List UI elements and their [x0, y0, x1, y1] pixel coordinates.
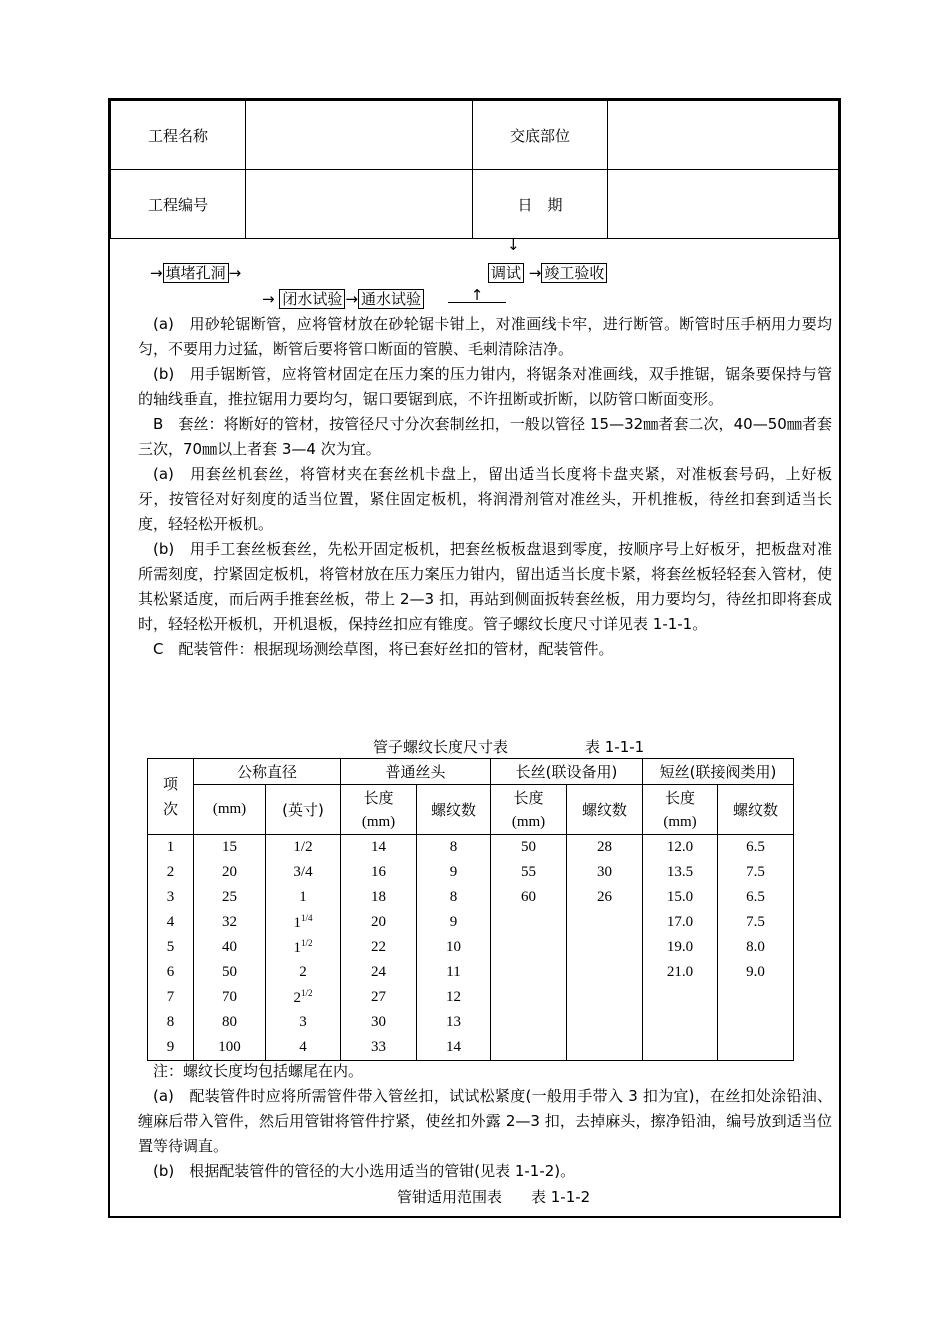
inch-fraction: 1/2	[300, 988, 313, 998]
cell-nominal-inch	[266, 835, 341, 861]
cell-nominal-inch	[266, 985, 341, 1010]
length-unit: (mm)	[663, 813, 697, 830]
cell-short-length: 15.0	[643, 885, 718, 910]
cell-nominal-mm: 32	[194, 910, 266, 935]
paragraph-b2: (b) 用手工套丝板套丝，先松开固定板机，把套丝板板盘退到零度，按顺序号上好板牙，把板盘对准所需刻度，拧紧固定板机，将管材放在压力案压力钳内，留出适当长度卡紧，将套丝板轻轻套入管材，使其松紧适度，而后两手推套丝板，带上 2—3 扣，再站到侧面扳转套丝板，用力要均匀，待丝扣即将套成时，轻轻松开板机，开机退板，保持丝扣应有锥度。管子螺纹长度尺寸详见表 1-1-1。	[138, 540, 832, 633]
paragraph-note: 注：螺纹长度均包括螺尾在内。	[153, 1062, 364, 1080]
cell-long-count: 26	[567, 885, 643, 910]
cell-normal-length: 22	[341, 935, 417, 960]
inch-value: 2	[293, 990, 301, 1006]
flow-down-arrow: ↓	[507, 236, 520, 254]
cell-long-count	[567, 960, 643, 985]
cell-long-length	[491, 1035, 567, 1061]
cell-normal-length: 16	[341, 860, 417, 885]
cell-long-count	[567, 985, 643, 1010]
table-row	[148, 960, 794, 985]
header-nominal-diameter: 公称直径	[194, 759, 341, 785]
cell-short-length	[643, 985, 718, 1010]
inch-value: 4	[299, 1039, 307, 1055]
cell-short-count	[718, 1010, 794, 1035]
flow-arrow-icon: →	[150, 264, 163, 282]
handover-part-field[interactable]	[608, 101, 839, 170]
thread-length-table	[147, 758, 794, 1061]
table1-title: 管子螺纹长度尺寸表	[373, 738, 509, 756]
table1-number: 表 1-1-1	[585, 738, 645, 756]
cell-nominal-mm: 25	[194, 885, 266, 910]
cell-long-length: 55	[491, 860, 567, 885]
length-label: 长度	[513, 788, 544, 807]
cell-short-count: 8.0	[718, 935, 794, 960]
cell-short-count: 6.5	[718, 835, 794, 861]
cell-nominal-mm: 15	[194, 835, 266, 861]
header-normal-length	[341, 785, 417, 835]
cell-item-no: 2	[148, 860, 194, 885]
flow-flow-water-test: 通水试验	[358, 289, 424, 309]
table2-number: 表 1-1-2	[531, 1188, 591, 1206]
inch-fraction: 1/2	[300, 938, 313, 948]
paragraph-B: B 套丝：将断好的管材，按管径尺寸分次套制丝扣，一般以管径 15—32㎜者套二次，40—50㎜者套三次，70㎜以上者套 3—4 次为宜。	[138, 415, 832, 458]
cell-item-no: 3	[148, 885, 194, 910]
header-item	[148, 759, 194, 835]
cell-item-no: 8	[148, 1010, 194, 1035]
table-row	[148, 985, 794, 1010]
inch-value: 3	[299, 1014, 307, 1030]
paragraph-b1: (b) 用手锯断管，应将管材固定在压力案的压力钳内，将锯条对准画线，双手推锯，锯条要保持与管的轴线垂直，推拉锯用力要均匀，锯口要锯到底，不许扭断或折断，以防管口断面变形。	[138, 365, 832, 408]
cell-short-count	[718, 985, 794, 1010]
header-inch: (英寸)	[266, 785, 341, 835]
cell-item-no: 7	[148, 985, 194, 1010]
flow-arrow-icon: →	[528, 264, 542, 282]
cell-normal-length: 18	[341, 885, 417, 910]
table-row	[148, 835, 794, 861]
cell-nominal-inch	[266, 1035, 341, 1061]
inch-value: 1	[293, 915, 301, 931]
flow-debug: 调试	[488, 263, 524, 283]
cell-normal-length: 20	[341, 910, 417, 935]
cell-item-no: 4	[148, 910, 194, 935]
header-long-count: 螺纹数	[567, 785, 643, 835]
paragraph-a3: (a) 配装管件时应将所需管件带入管丝扣，试试松紧度(一般用手带入 3 扣为宜)，在丝扣处涂铅油、缠麻后带入管件，然后用管钳将管件拧紧，使丝扣外露 2—3 扣，去掉麻头，擦净铅油，编号放到适当位置等待调直。	[138, 1087, 832, 1155]
inch-fraction: 1/4	[300, 913, 313, 923]
paragraph-a2: (a) 用套丝机套丝，将管材夹在套丝机卡盘上，留出适当长度将卡盘夹紧，对准板套号码，上好板牙，按管径对好刻度的适当位置，紧住固定板机，将润滑剂管对准丝头，开机推板，待丝扣套到适当长度，轻轻松开板机。	[138, 465, 832, 533]
cell-normal-count: 14	[417, 1035, 491, 1061]
cell-normal-length: 30	[341, 1010, 417, 1035]
cell-short-count: 7.5	[718, 910, 794, 935]
flow-closed-water-test: 闭水试验	[279, 289, 345, 309]
cell-nominal-mm: 80	[194, 1010, 266, 1035]
table-row	[148, 885, 794, 910]
inch-value: 1	[293, 940, 301, 956]
table1-body	[148, 835, 794, 1061]
cell-long-count	[567, 1035, 643, 1061]
cell-nominal-inch	[266, 935, 341, 960]
cell-short-length	[643, 1010, 718, 1035]
inch-value: 1/2	[293, 839, 313, 855]
cell-nominal-mm: 20	[194, 860, 266, 885]
cell-long-count	[567, 935, 643, 960]
project-no-label: 工程编号	[111, 170, 246, 239]
cell-normal-length: 14	[341, 835, 417, 861]
cell-normal-count: 13	[417, 1010, 491, 1035]
header-row-2	[111, 170, 839, 239]
project-name-label: 工程名称	[111, 101, 246, 170]
header-normal-thread: 普通丝头	[341, 759, 491, 785]
cell-nominal-mm: 50	[194, 960, 266, 985]
table-row	[148, 1035, 794, 1061]
flow-arrow-icon: →	[262, 290, 275, 308]
flow-arrow-icon: →	[345, 290, 358, 308]
cell-short-count: 9.0	[718, 960, 794, 985]
cell-normal-length: 33	[341, 1035, 417, 1061]
header-table	[110, 100, 839, 239]
date-field[interactable]	[608, 170, 839, 239]
cell-short-count: 6.5	[718, 885, 794, 910]
header-row-1	[111, 101, 839, 170]
flow-up-arrow: ↑	[448, 288, 506, 303]
header-mm: (mm)	[194, 785, 266, 835]
header-long-thread: 长丝(联设备用)	[491, 759, 643, 785]
cell-nominal-inch	[266, 860, 341, 885]
cell-normal-count: 9	[417, 910, 491, 935]
cell-short-count: 7.5	[718, 860, 794, 885]
handover-part-label: 交底部位	[473, 101, 608, 170]
cell-item-no: 6	[148, 960, 194, 985]
flow-line-1b	[488, 262, 607, 283]
header-long-length	[491, 785, 567, 835]
paragraph-C: C 配装管件：根据现场测绘草图，将已套好丝扣的管材，配装管件。	[153, 640, 614, 658]
cell-nominal-mm: 100	[194, 1035, 266, 1061]
cell-item-no: 9	[148, 1035, 194, 1061]
header-item-text: 项次	[162, 774, 178, 818]
cell-nominal-inch	[266, 1010, 341, 1035]
inch-value: 1	[299, 889, 307, 905]
cell-long-count	[567, 910, 643, 935]
cell-nominal-mm: 40	[194, 935, 266, 960]
table-row	[148, 860, 794, 885]
length-unit: (mm)	[511, 813, 546, 830]
table2-title: 管钳适用范围表	[397, 1188, 503, 1206]
cell-long-length	[491, 985, 567, 1010]
header-short-count: 螺纹数	[718, 785, 794, 835]
cell-long-count: 28	[567, 835, 643, 861]
cell-item-no: 5	[148, 935, 194, 960]
table-row	[148, 935, 794, 960]
cell-nominal-inch	[266, 910, 341, 935]
cell-short-length	[643, 1035, 718, 1061]
cell-normal-count: 9	[417, 860, 491, 885]
date-label: 日 期	[473, 170, 608, 239]
flow-line-1	[150, 262, 241, 283]
cell-normal-count: 11	[417, 960, 491, 985]
project-no-field[interactable]	[246, 170, 473, 239]
table-row	[148, 910, 794, 935]
cell-long-count	[567, 1010, 643, 1035]
project-name-field[interactable]	[246, 101, 473, 170]
cell-long-length: 50	[491, 835, 567, 861]
inch-value: 3/4	[293, 864, 313, 880]
inch-value: 2	[299, 964, 307, 980]
cell-normal-count: 10	[417, 935, 491, 960]
length-label: 长度	[664, 788, 695, 807]
cell-long-length	[491, 935, 567, 960]
flow-fill-holes: 填堵孔洞	[163, 263, 229, 283]
cell-short-length: 21.0	[643, 960, 718, 985]
cell-short-length: 12.0	[643, 835, 718, 861]
cell-long-length	[491, 1010, 567, 1035]
cell-normal-length: 27	[341, 985, 417, 1010]
cell-short-length: 13.5	[643, 860, 718, 885]
cell-item-no: 1	[148, 835, 194, 861]
cell-short-length: 17.0	[643, 910, 718, 935]
length-label: 长度	[363, 788, 394, 807]
length-unit: (mm)	[361, 813, 396, 830]
flow-line-2	[262, 288, 424, 309]
flow-acceptance: 竣工验收	[541, 263, 607, 283]
header-short-length	[643, 785, 718, 835]
cell-long-length: 60	[491, 885, 567, 910]
cell-long-count: 30	[567, 860, 643, 885]
cell-short-count	[718, 1035, 794, 1061]
cell-short-length: 19.0	[643, 935, 718, 960]
body-section-1	[138, 312, 832, 662]
cell-normal-count: 12	[417, 985, 491, 1010]
table1-header	[148, 759, 794, 835]
header-short-thread: 短丝(联接阀类用)	[643, 759, 794, 785]
paragraph-a1: (a) 用砂轮锯断管，应将管材放在砂轮锯卡钳上，对准画线卡牢，进行断管。断管时压手柄用力要均匀，不要用力过猛，断管后要将管口断面的管膜、毛刺清除洁净。	[138, 315, 832, 358]
flow-arrow-icon: →	[228, 264, 242, 282]
cell-normal-count: 8	[417, 885, 491, 910]
cell-long-length	[491, 960, 567, 985]
cell-nominal-inch	[266, 960, 341, 985]
header-normal-count: 螺纹数	[417, 785, 491, 835]
table-row	[148, 1010, 794, 1035]
body-section-2	[138, 1059, 832, 1184]
paragraph-b3: (b) 根据配装管件的管径的大小选用适当的管钳(见表 1-1-2)。	[153, 1162, 576, 1180]
cell-normal-count: 8	[417, 835, 491, 861]
cell-long-length	[491, 910, 567, 935]
cell-normal-length: 24	[341, 960, 417, 985]
cell-nominal-inch	[266, 885, 341, 910]
cell-nominal-mm: 70	[194, 985, 266, 1010]
